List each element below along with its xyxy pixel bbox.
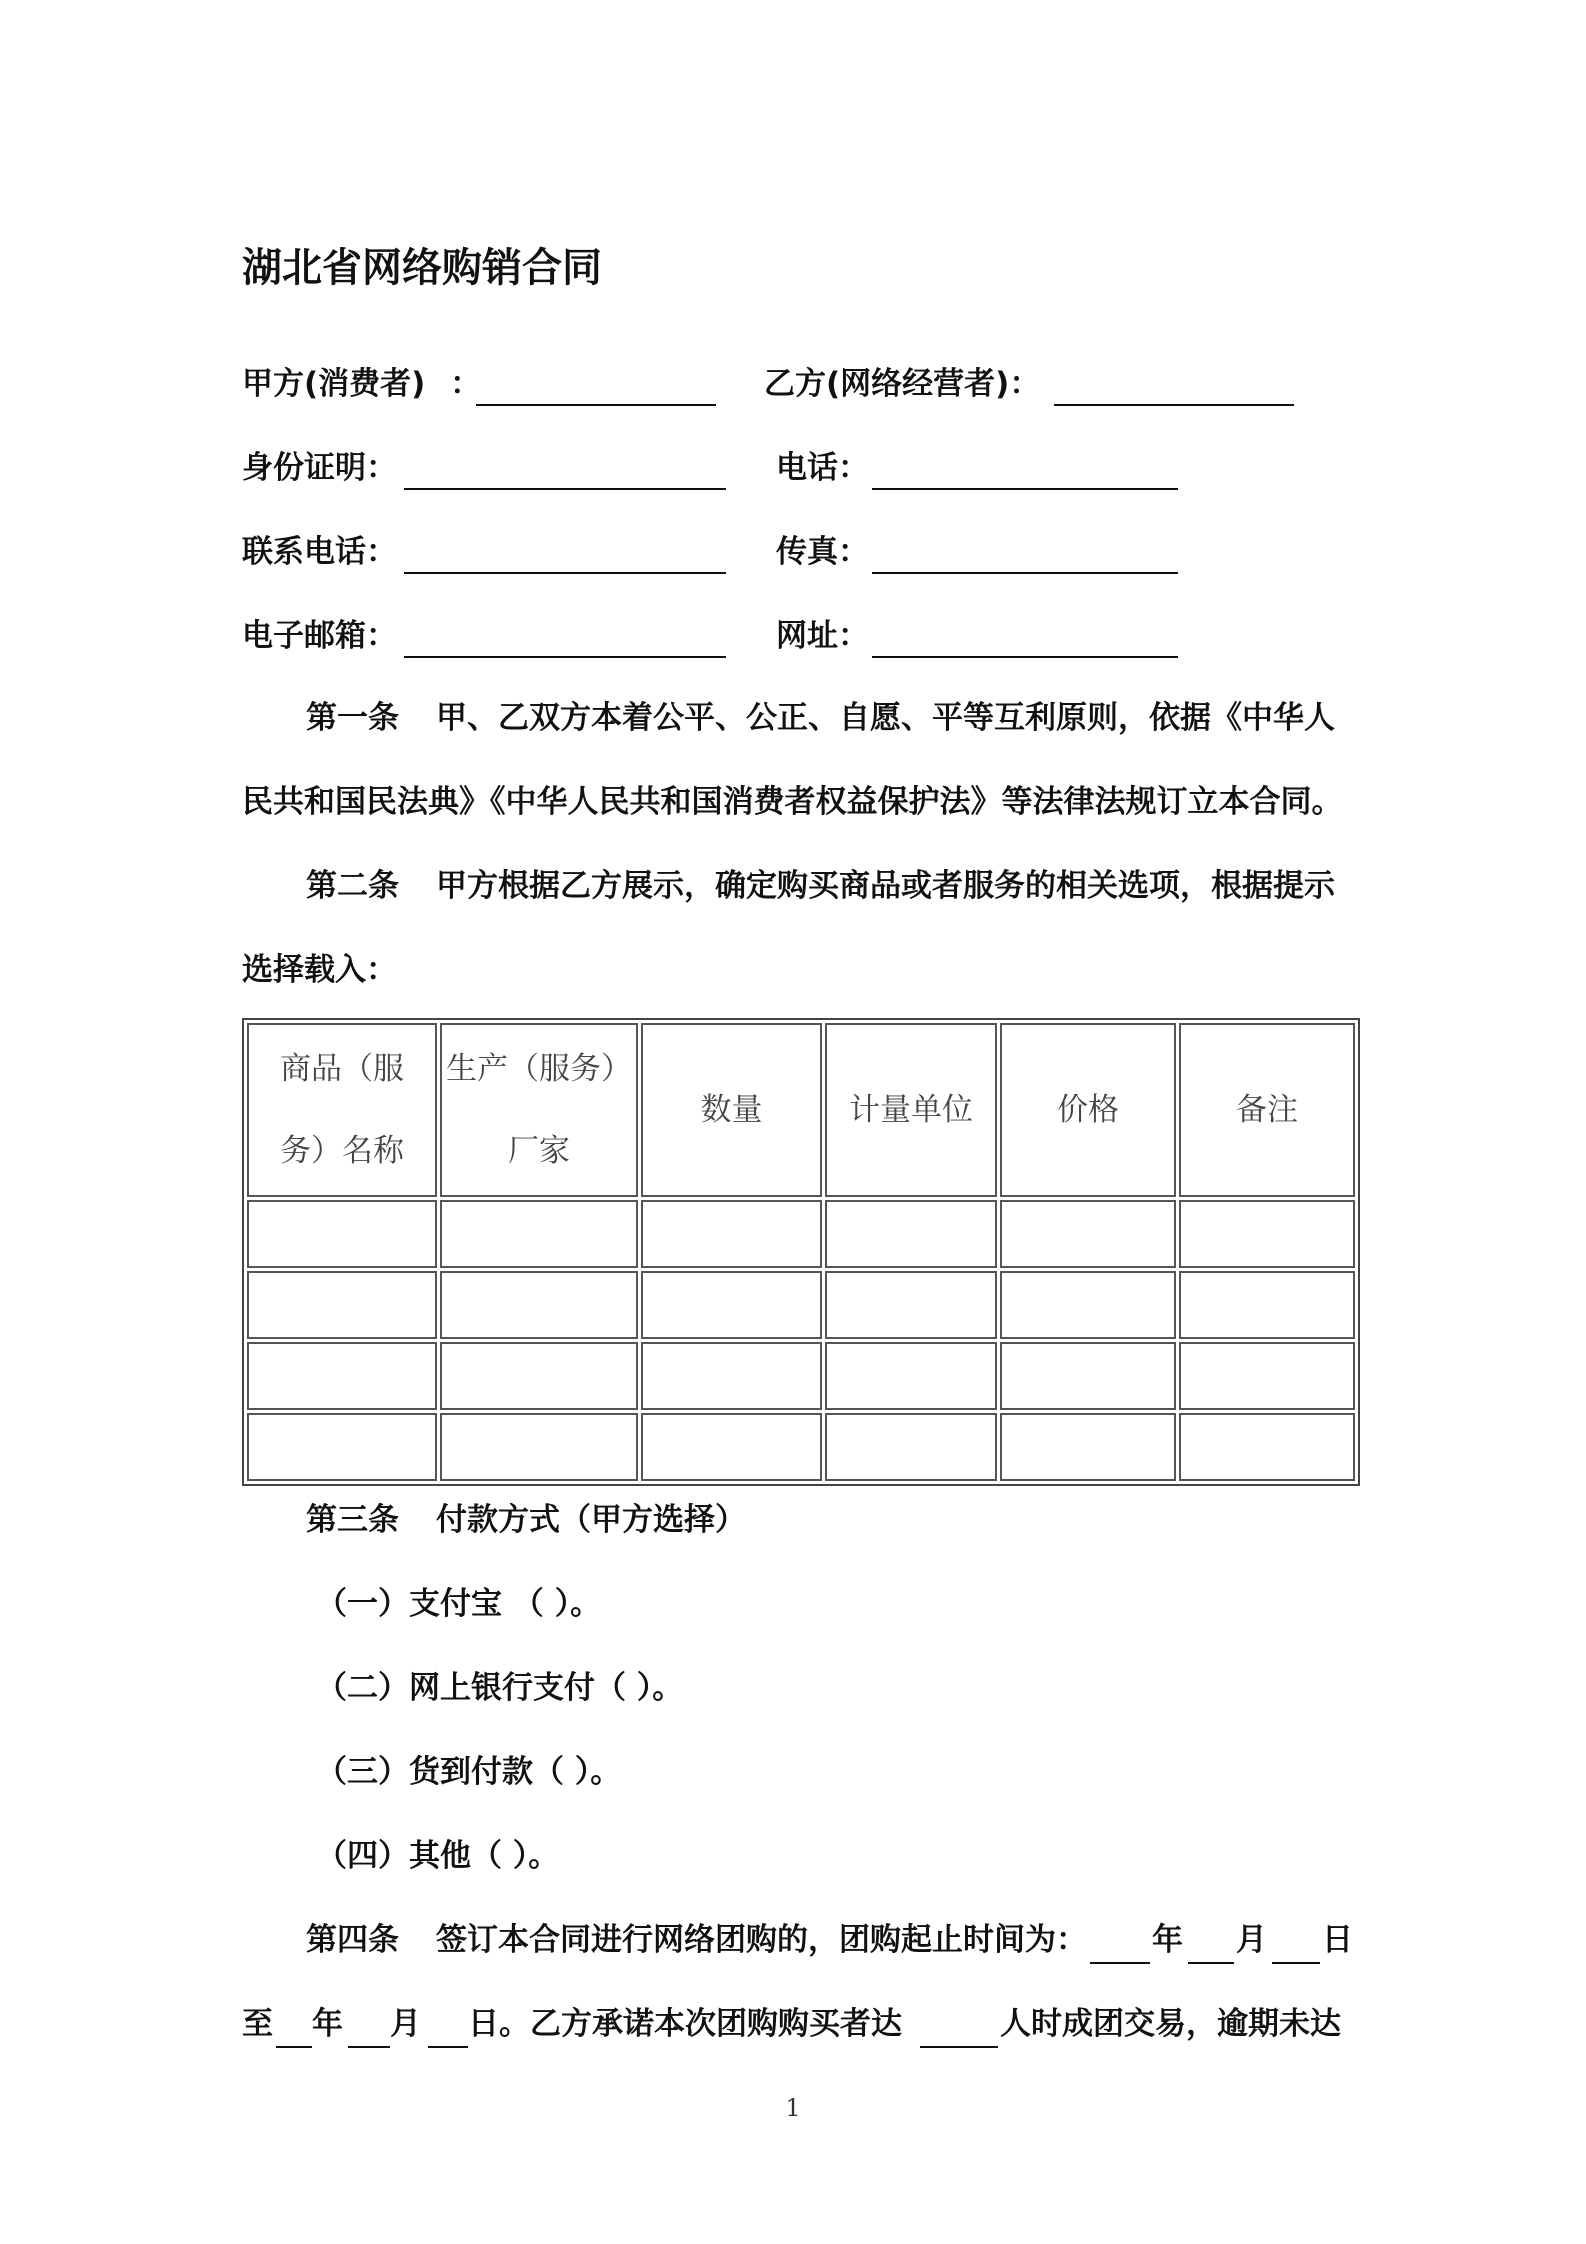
table-cell[interactable] (641, 1271, 822, 1339)
id-label: 身份证明： (242, 450, 397, 486)
table-cell[interactable] (247, 1271, 437, 1339)
party-a-colon: ： (450, 366, 482, 402)
article-1-line-2: 民共和国民法典》《中华人民共和国消费者权益保护法》等法律法规订立本合同。 (242, 784, 1343, 820)
id-fill-line[interactable] (404, 488, 726, 490)
table-cell[interactable] (1000, 1271, 1176, 1339)
article-4-text-3: 人时成团交易，逾期未达 (1000, 2006, 1341, 2042)
article-2-line-2: 选择载入： (242, 952, 397, 988)
fax-label: 传真： (776, 534, 869, 570)
document-title: 湖北省网络购销合同 (242, 245, 602, 291)
table-cell[interactable] (825, 1200, 997, 1268)
website-label: 网址： (776, 618, 869, 654)
table-cell[interactable] (1000, 1342, 1176, 1410)
end-day-fill-line[interactable] (428, 2046, 468, 2048)
article-4-line-1 (306, 1920, 1087, 1960)
table-row (247, 1200, 1355, 1268)
article-1-text-1: 甲、乙双方本着公平、公正、自愿、平等互利原则，依据《中华人 (436, 700, 1335, 736)
table-cell[interactable] (1179, 1342, 1355, 1410)
phone-fill-line[interactable] (872, 488, 1178, 490)
payment-option-alipay[interactable]: （一）支付宝 （ ）。 (316, 1586, 602, 1622)
article-2-label: 第二条 (306, 868, 399, 904)
party-b-label: 乙方(网络经营者)： (764, 366, 1041, 402)
table-cell[interactable] (641, 1413, 822, 1481)
table-cell[interactable] (825, 1271, 997, 1339)
header-product-name: 商品（服 务）名称 (247, 1023, 437, 1197)
payment-option-cod[interactable]: （三）货到付款（ ）。 (316, 1754, 622, 1790)
table-cell[interactable] (1179, 1271, 1355, 1339)
end-day-text (468, 2004, 902, 2044)
table-cell[interactable] (247, 1342, 437, 1410)
table-cell[interactable] (825, 1342, 997, 1410)
fax-fill-line[interactable] (872, 572, 1178, 574)
table-cell[interactable] (1000, 1413, 1176, 1481)
table-cell[interactable] (1000, 1200, 1176, 1268)
table-cell[interactable] (440, 1271, 638, 1339)
header-manufacturer: 生产（服务） 厂家 (440, 1023, 638, 1197)
article-3-text: 付款方式（甲方选择） (436, 1502, 746, 1538)
article-3-label: 第三条 (306, 1502, 399, 1538)
phone-label: 电话： (776, 450, 869, 486)
end-month-label: 月 (390, 2006, 421, 2042)
start-day-fill-line[interactable] (1272, 1962, 1320, 1964)
table-cell[interactable] (440, 1342, 638, 1410)
header-quantity: 数量 (641, 1023, 822, 1197)
article-2-line-1 (306, 866, 1335, 906)
table-cell[interactable] (440, 1413, 638, 1481)
page-number: 1 (785, 2094, 801, 2122)
start-year-fill-line[interactable] (1090, 1962, 1150, 1964)
header-price: 价格 (1000, 1023, 1176, 1197)
party-b-fill-line[interactable] (1054, 404, 1294, 406)
end-year-label: 年 (312, 2006, 343, 2042)
article-1-label: 第一条 (306, 700, 399, 736)
article-3-line (306, 1500, 746, 1540)
table-row (247, 1342, 1355, 1410)
article-4-label: 第四条 (306, 1922, 399, 1958)
contact-phone-fill-line[interactable] (404, 572, 726, 574)
start-month-label: 月 (1236, 1922, 1267, 1958)
article-2-text-1: 甲方根据乙方展示，确定购买商品或者服务的相关选项，根据提示 (436, 868, 1335, 904)
party-a-label (242, 364, 481, 404)
article-1-line-1 (306, 698, 1335, 738)
website-fill-line[interactable] (872, 656, 1178, 658)
end-year-fill-line[interactable] (276, 2046, 312, 2048)
table-cell[interactable] (247, 1413, 437, 1481)
payment-option-other[interactable]: （四）其他（ ）。 (316, 1838, 560, 1874)
table-row (247, 1413, 1355, 1481)
goods-table (242, 1018, 1360, 1486)
to-label: 至 (242, 2006, 273, 2042)
table-header-row (247, 1023, 1355, 1197)
end-day-label: 日 (468, 2006, 499, 2042)
table-cell[interactable] (825, 1413, 997, 1481)
table-row (247, 1271, 1355, 1339)
start-month-fill-line[interactable] (1188, 1962, 1234, 1964)
group-size-fill-line[interactable] (920, 2046, 998, 2048)
start-year-label: 年 (1152, 1922, 1183, 1958)
payment-option-online-bank[interactable]: （二）网上银行支付（ ）。 (316, 1670, 684, 1706)
article-4-text-1: 签订本合同进行网络团购的，团购起止时间为： (436, 1922, 1087, 1958)
table-cell[interactable] (641, 1342, 822, 1410)
end-month-fill-line[interactable] (348, 2046, 390, 2048)
header-unit: 计量单位 (825, 1023, 997, 1197)
email-label: 电子邮箱： (242, 618, 397, 654)
table-cell[interactable] (1179, 1200, 1355, 1268)
article-4-text-2: 。乙方承诺本次团购购买者达 (499, 2006, 902, 2042)
header-remarks: 备注 (1179, 1023, 1355, 1197)
email-fill-line[interactable] (404, 656, 726, 658)
table-cell[interactable] (641, 1200, 822, 1268)
table-cell[interactable] (1179, 1413, 1355, 1481)
start-day-label: 日 (1322, 1922, 1353, 1958)
contact-phone-label: 联系电话： (242, 534, 397, 570)
table-cell[interactable] (440, 1200, 638, 1268)
table-cell[interactable] (247, 1200, 437, 1268)
party-a-fill-line[interactable] (476, 404, 716, 406)
party-a-label-text: 甲方(消费者) (242, 366, 426, 402)
